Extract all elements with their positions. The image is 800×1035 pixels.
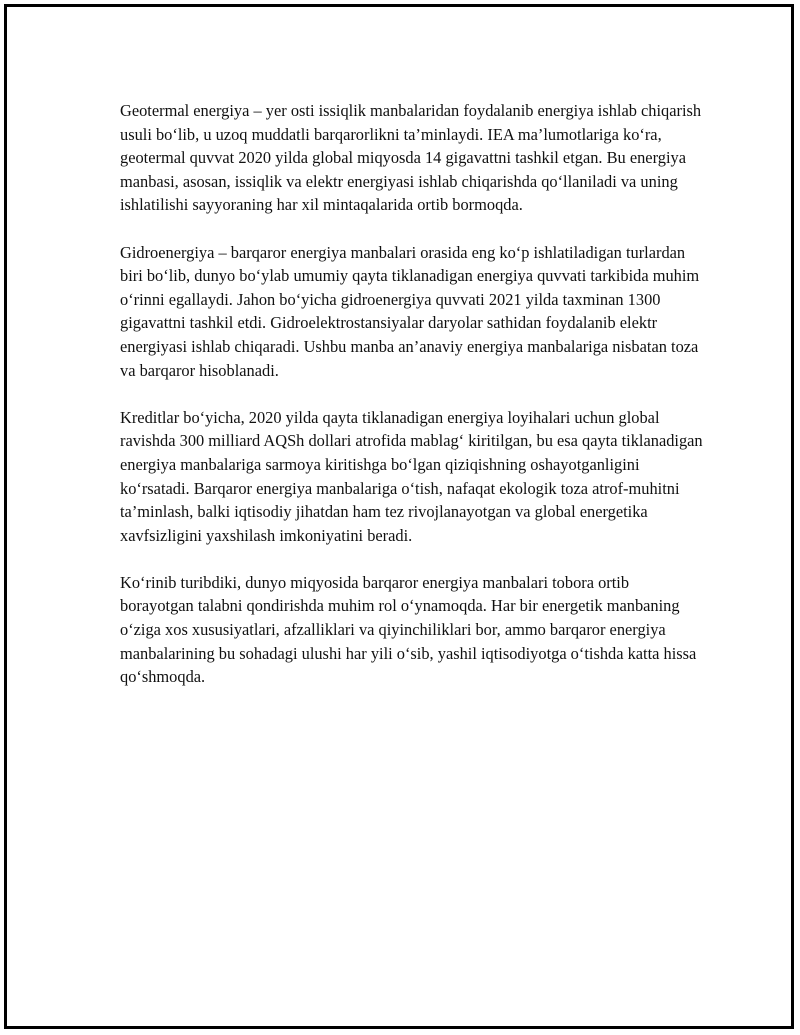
document-page [4,4,794,1029]
document-body [120,99,705,712]
paragraph-hydropower: Gidroenergiya – barqaror energiya manbalari orasida eng ko‘p ishlatiladigan turlardan biri bo‘lib, dunyo bo‘ylab umumiy qayta tiklanadigan energiya quvvati tarkibida muhim o‘rinni egallaydi. Jahon bo‘yicha gidroenergiya quvvati 2021 yilda taxminan 1300 gigavattni tashkil etdi. Gidroelektrostansiyalar daryolar sathidan foydalanib elektr energiyasi ishlab chiqaradi. Ushbu manba an’anaviy energiya manbalariga nisbatan toza va barqaror hisoblanadi. [120,242,700,380]
paragraph-geothermal: Geotermal energiya – yer osti issiqlik manbalaridan foydalanib energiya ishlab chiqarish usuli bo‘lib, u uzoq muddatli barqarorlikni ta’minlaydi. IEA ma’lumotlariga ko‘ra, geotermal quvvat 2020 yilda global miqyosda 14 gigavattni tashkil etgan. Bu energiya manbasi, asosan, issiqlik va elektr energiyasi ishlab chiqarishda qo‘llaniladi va uning ishlatilishi sayyoraning har xil mintaqalarida ortib bormoqda. [120,101,702,215]
paragraph-conclusion: Ko‘rinib turibdiki, dunyo miqyosida barqaror energiya manbalari tobora ortib borayotgan talabni qondirishda muhim rol o‘ynamoqda. Har bir energetik manbaning o‘ziga xos xususiyatlari, afzalliklari va qiyinchiliklari bor, ammo barqaror energiya manbalarining bu sohadagi ulushi har yili o‘sib, yashil iqtisodiyotga o‘tishda katta hissa qo‘shmoqda. [120,572,697,687]
paragraph-investment: Kreditlar bo‘yicha, 2020 yilda qayta tiklanadigan energiya loyihalari uchun global ravishda 300 milliard AQSh dollari atrofida mablag‘ kiritilgan, bu esa qayta tiklanadigan energiya manbalariga sarmoya kiritishga bo‘lgan qiziqishning oshayotganligini ko‘rsatadi. Barqaror energiya manbalariga o‘tish, nafaqat ekologik toza atrof-muhitni ta’minlash, balki iqtisodiy jihatdan ham tez rivojlanayotgan va global energetika xavfsizligini yaxshilash imkoniyatini beradi. [120,407,703,545]
